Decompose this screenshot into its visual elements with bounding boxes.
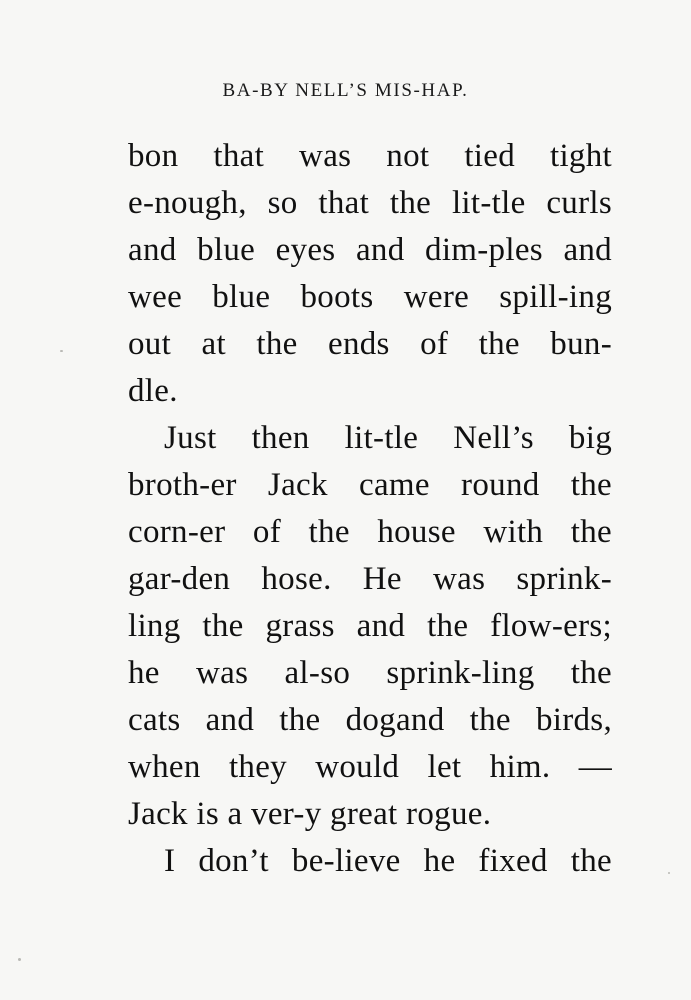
text-line: he was al-so sprink-ling the xyxy=(128,655,612,691)
running-head: BA-BY NELL’S MIS-HAP. xyxy=(222,80,469,101)
text-line: out at the ends of the bun- xyxy=(128,326,612,362)
text-line: when they would let him. — xyxy=(128,749,612,785)
text-line: corn-er of the house with the xyxy=(128,514,612,550)
text-line: ling the grass and the flow-ers; xyxy=(128,608,612,644)
text-line: Jack is a ver-y great rogue. xyxy=(128,796,492,832)
paper-speck xyxy=(18,958,21,961)
paper-speck xyxy=(668,872,670,874)
body-text xyxy=(128,133,612,885)
text-line: gar-den hose. He was sprink- xyxy=(128,561,612,597)
text-line: dle. xyxy=(128,373,178,409)
text-line: cats and the dogand the birds, xyxy=(128,702,612,738)
text-line: e-nough, so that the lit-tle curls xyxy=(128,185,612,221)
text-line: Just then lit-tle Nell’s big xyxy=(164,420,612,456)
text-line: and blue eyes and dim-ples and xyxy=(128,232,612,268)
paper-speck xyxy=(60,350,63,352)
text-line: wee blue boots were spill-ing xyxy=(128,279,612,315)
text-line: broth-er Jack came round the xyxy=(128,467,612,503)
text-line: bon that was not tied tight xyxy=(128,138,612,174)
text-line: I don’t be-lieve he fixed the xyxy=(164,843,612,879)
